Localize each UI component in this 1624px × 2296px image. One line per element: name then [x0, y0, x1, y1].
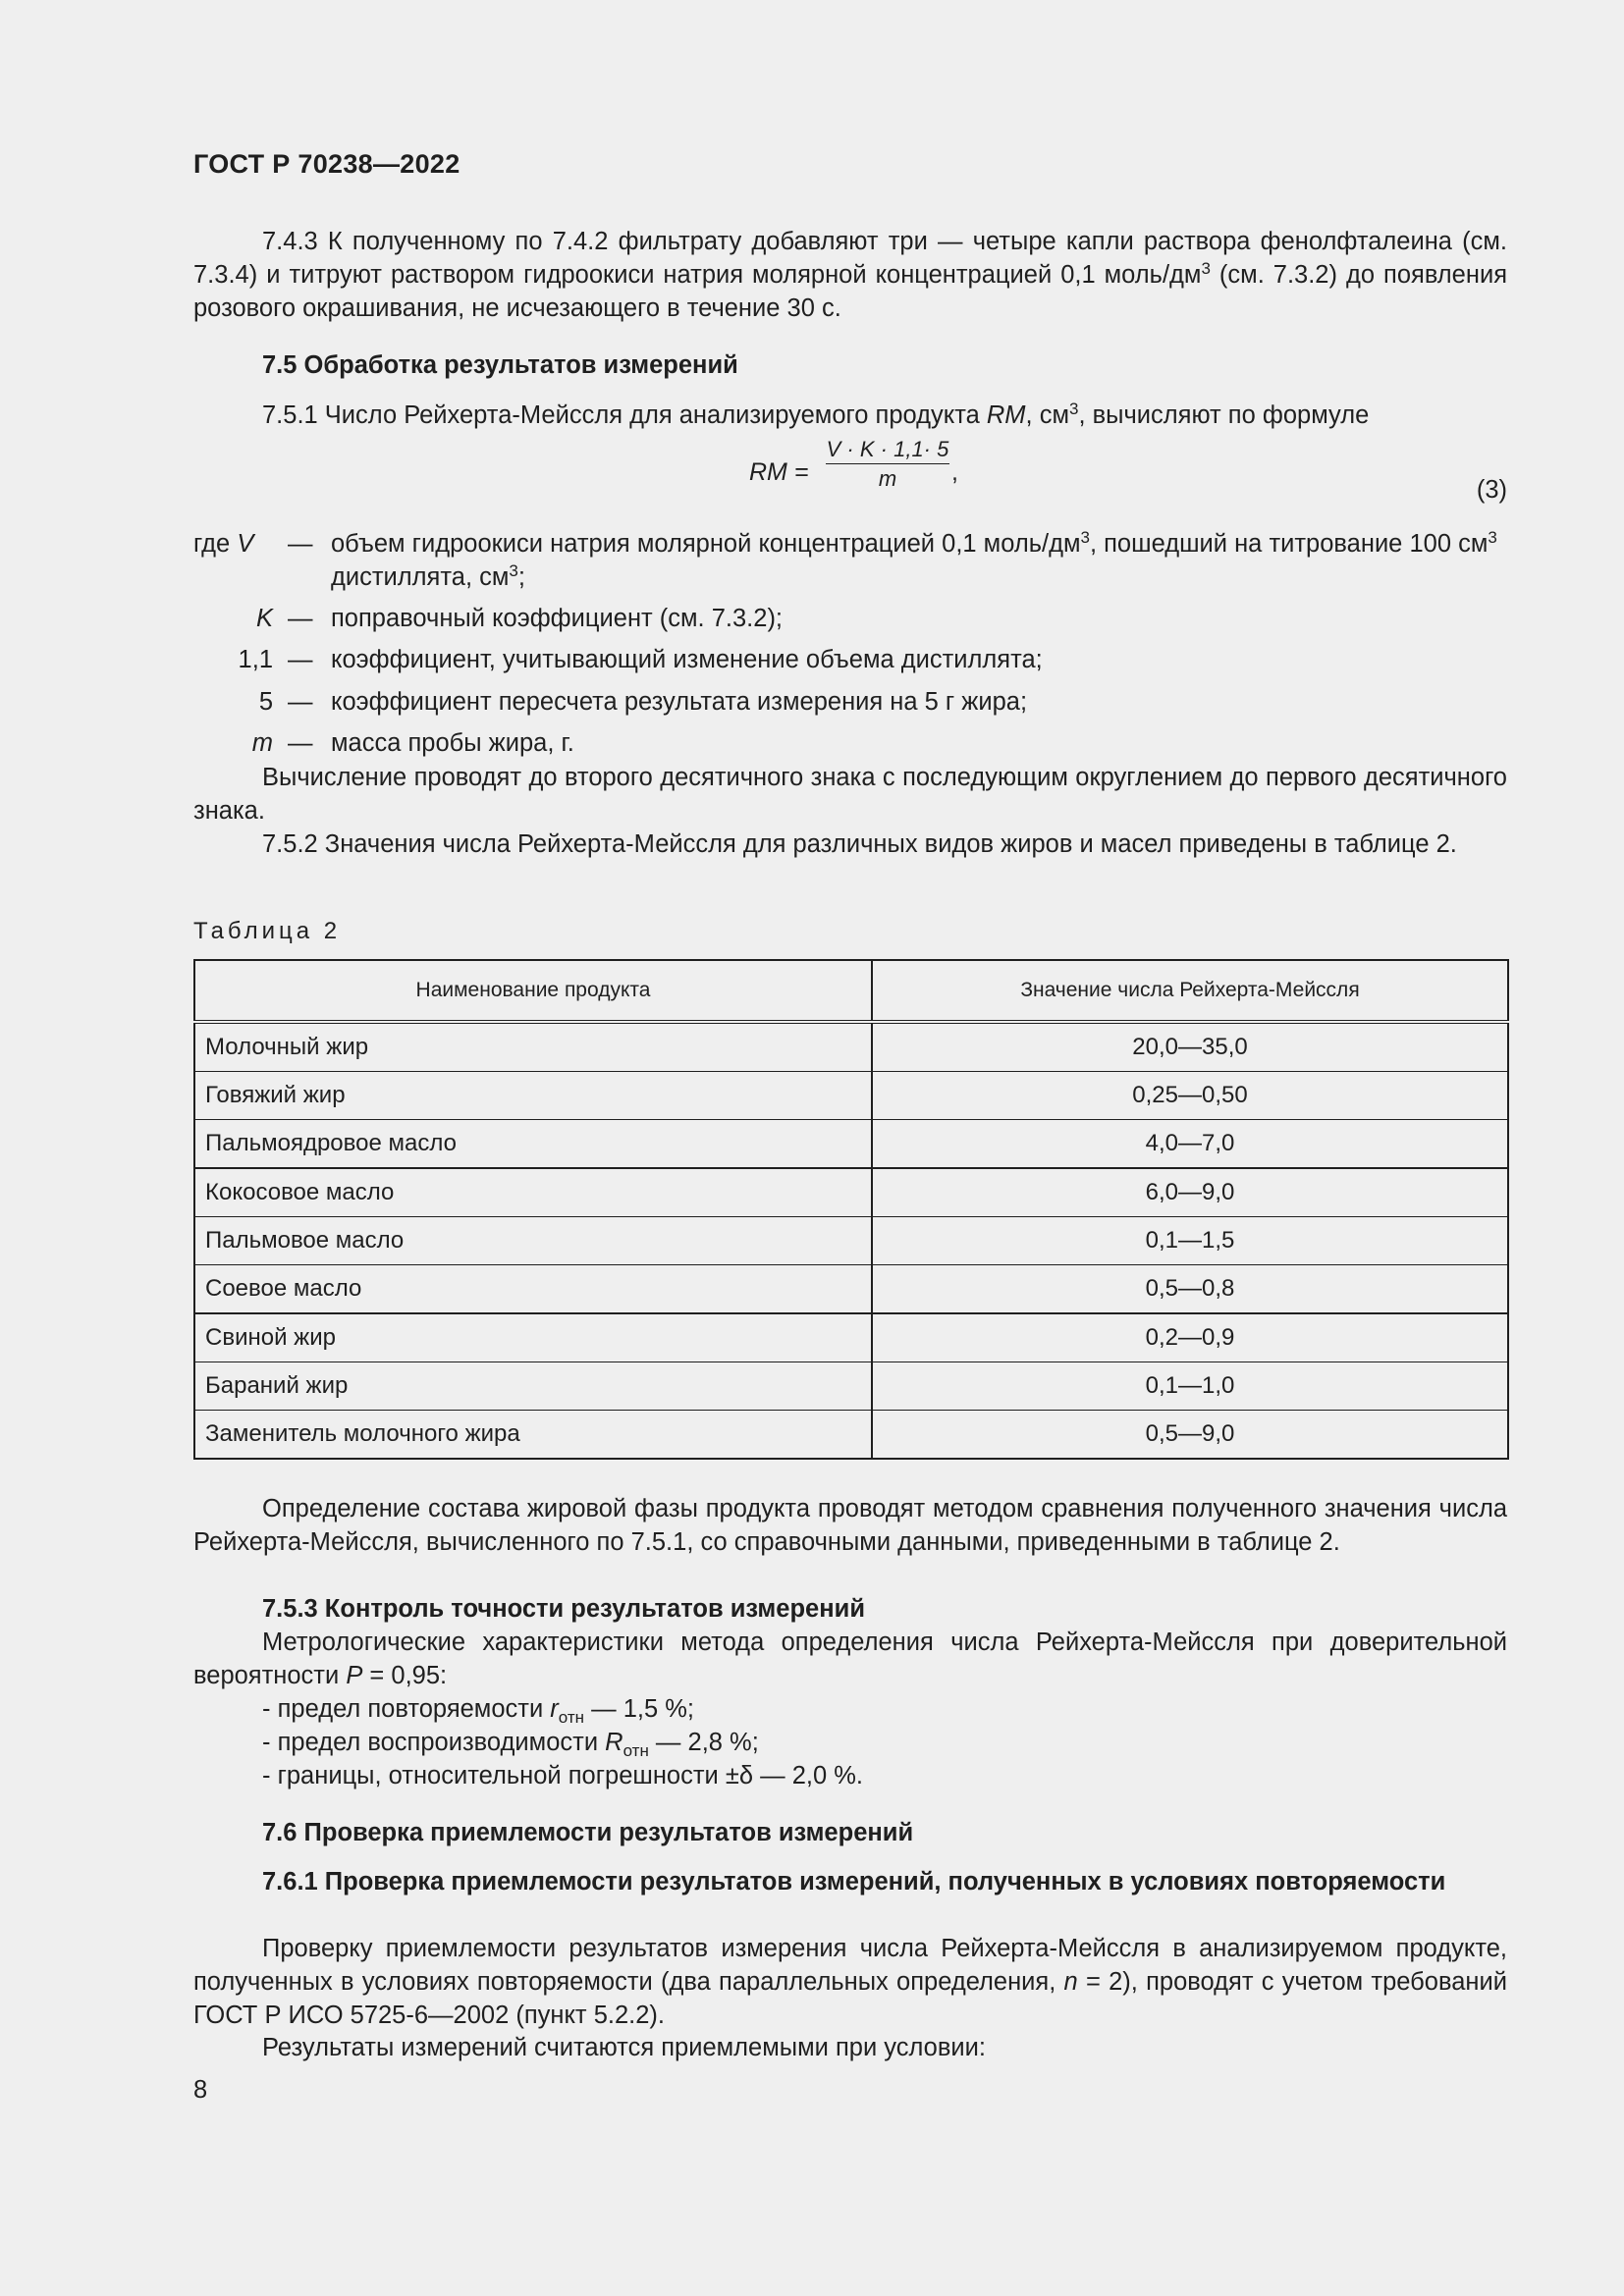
table-2-wrapper — [193, 959, 1507, 1460]
table-row — [194, 1168, 1508, 1217]
list-item-repeatability: - предел повторяемости $r_{отн}$ — 1,5 %; — [262, 1695, 695, 1727]
formula-comma: , — [951, 458, 958, 486]
definitions-list — [193, 527, 1507, 760]
paragraph-7-6-1: Проверку приемлемости результатов измерения числа Рейхерта-Мейссля в анализируемом продукте, полученных в условиях повторяемости (два параллельных определения, n = 2), проводят с учетом требований ГОСТ Р ИСО 5725-6—2002 (пункт 5.2.2). — [193, 1935, 1507, 2029]
paragraph-after-table: Определение состава жировой фазы продукта проводят методом сравнения полученного значения числа Рейхерта-Мейссля, вычисленного по 7.5.1, со справочными данными, приведенными в таблице 2. — [193, 1495, 1507, 1556]
product-name-cell: Свиной жир — [194, 1313, 872, 1362]
heading-7-5-3: 7.5.3 Контроль точности результатов измерений — [262, 1595, 865, 1623]
product-name-cell: Говяжий жир — [194, 1072, 872, 1120]
table-caption: Таблица 2 — [193, 918, 342, 944]
definition-5: 5 — коэффициент пересчета результата измерения на 5 г жира; — [258, 688, 1028, 716]
table-row — [194, 1022, 1508, 1072]
value-cell: 0,1—1,0 — [872, 1362, 1508, 1411]
heading-7-6-1: 7.6.1 Проверка приемлемости результатов измерений, полученных в условиях повторяемости — [262, 1868, 1446, 1896]
table-row — [194, 1362, 1508, 1411]
definition-m: m — масса пробы жира, г. — [251, 729, 574, 757]
value-cell: 4,0—7,0 — [872, 1120, 1508, 1169]
table-row — [194, 1072, 1508, 1120]
product-name-cell: Кокосовое масло — [194, 1168, 872, 1217]
list-item-error-bounds: - границы, относительной погрешности ±δ — 2,0 %. — [262, 1762, 863, 1789]
table-row — [194, 1217, 1508, 1265]
table-row — [194, 1265, 1508, 1314]
value-cell: 6,0—9,0 — [872, 1168, 1508, 1217]
product-name-cell: Заменитель молочного жира — [194, 1411, 872, 1460]
product-name-cell: Молочный жир — [194, 1022, 872, 1072]
formula-numerator: V · K · 1,1· 5 — [826, 436, 949, 464]
paragraph-rounding: Вычисление проводят до второго десятичного знака с последующим округлением до первого десятичного знака. — [193, 764, 1507, 825]
definition-1-1: 1,1 — коэффициент, учитывающий изменение объема дистиллята; — [238, 646, 1043, 673]
table-2 — [193, 959, 1509, 1460]
table-header-row — [194, 960, 1508, 1022]
metrology-list — [193, 1692, 1507, 1792]
value-cell: 0,25—0,50 — [872, 1072, 1508, 1120]
value-cell: 0,1—1,5 — [872, 1217, 1508, 1265]
page-number: 8 — [193, 2076, 208, 2104]
formula-denominator: m — [878, 466, 897, 491]
heading-7-6: 7.6 Проверка приемлемости результатов измерений — [262, 1819, 914, 1846]
product-name-cell: Пальмоядровое масло — [194, 1120, 872, 1169]
value-cell: 0,5—0,8 — [872, 1265, 1508, 1314]
table-row — [194, 1120, 1508, 1169]
table-row — [194, 1313, 1508, 1362]
column-header-product: Наименование продукта — [194, 960, 872, 1022]
product-name-cell: Соевое масло — [194, 1265, 872, 1314]
paragraph-7-4-3: 7.4.3 К полученному по 7.4.2 фильтрату добавляют три — четыре капли раствора фенолфталеина (см. 7.3.4) и титруют раствором гидроокиси натрия молярной концентрацией 0,1 моль/$дм^3$ (см. 7.3.2) до появления розового окрашивания, не исчезающего в течение 30 с. — [193, 228, 1508, 322]
formula-lhs: RM = — [749, 458, 809, 486]
product-name-cell: Бараний жир — [194, 1362, 872, 1411]
column-header-value: Значение числа Рейхерта-Мейссля — [872, 960, 1508, 1022]
product-name-cell: Пальмовое масло — [194, 1217, 872, 1265]
value-cell: 20,0—35,0 — [872, 1022, 1508, 1072]
paragraph-7-5-3: Метрологические характеристики метода определения числа Рейхерта-Мейссля при доверительной вероятности P = 0,95: — [193, 1629, 1507, 1689]
value-cell: 0,5—9,0 — [872, 1411, 1508, 1460]
heading-7-5: 7.5 Обработка результатов измерений — [262, 351, 738, 379]
list-item-reproducibility: - предел воспроизводимости $R_{отн}$ — 2,8 %; — [262, 1729, 759, 1760]
value-cell: 0,2—0,9 — [872, 1313, 1508, 1362]
paragraph-7-5-2: 7.5.2 Значения числа Рейхерта-Мейссля для различных видов жиров и масел приведены в таблице 2. — [262, 830, 1457, 858]
paragraph-7-5-1: 7.5.1 Число Рейхерта-Мейссля для анализируемого продукта RM, $см^3$, вычисляют по формуле — [262, 400, 1370, 429]
equation-number: (3) — [1476, 476, 1507, 504]
formula-3 — [193, 436, 1507, 505]
document-header: ГОСТ Р 70238—2022 — [193, 149, 460, 179]
definition-v: где V — объем гидроокиси натрия молярной концентрацией 0,1 моль/$дм^3$, пошедший на титрование 100 $см^3$ дистиллята, $см^3$; — [193, 528, 1497, 591]
formula-fraction — [826, 436, 949, 494]
table-row — [194, 1411, 1508, 1460]
definition-k: K — поправочный коэффициент (см. 7.3.2); — [255, 605, 784, 632]
paragraph-last: Результаты измерений считаются приемлемыми при условии: — [262, 2034, 986, 2061]
